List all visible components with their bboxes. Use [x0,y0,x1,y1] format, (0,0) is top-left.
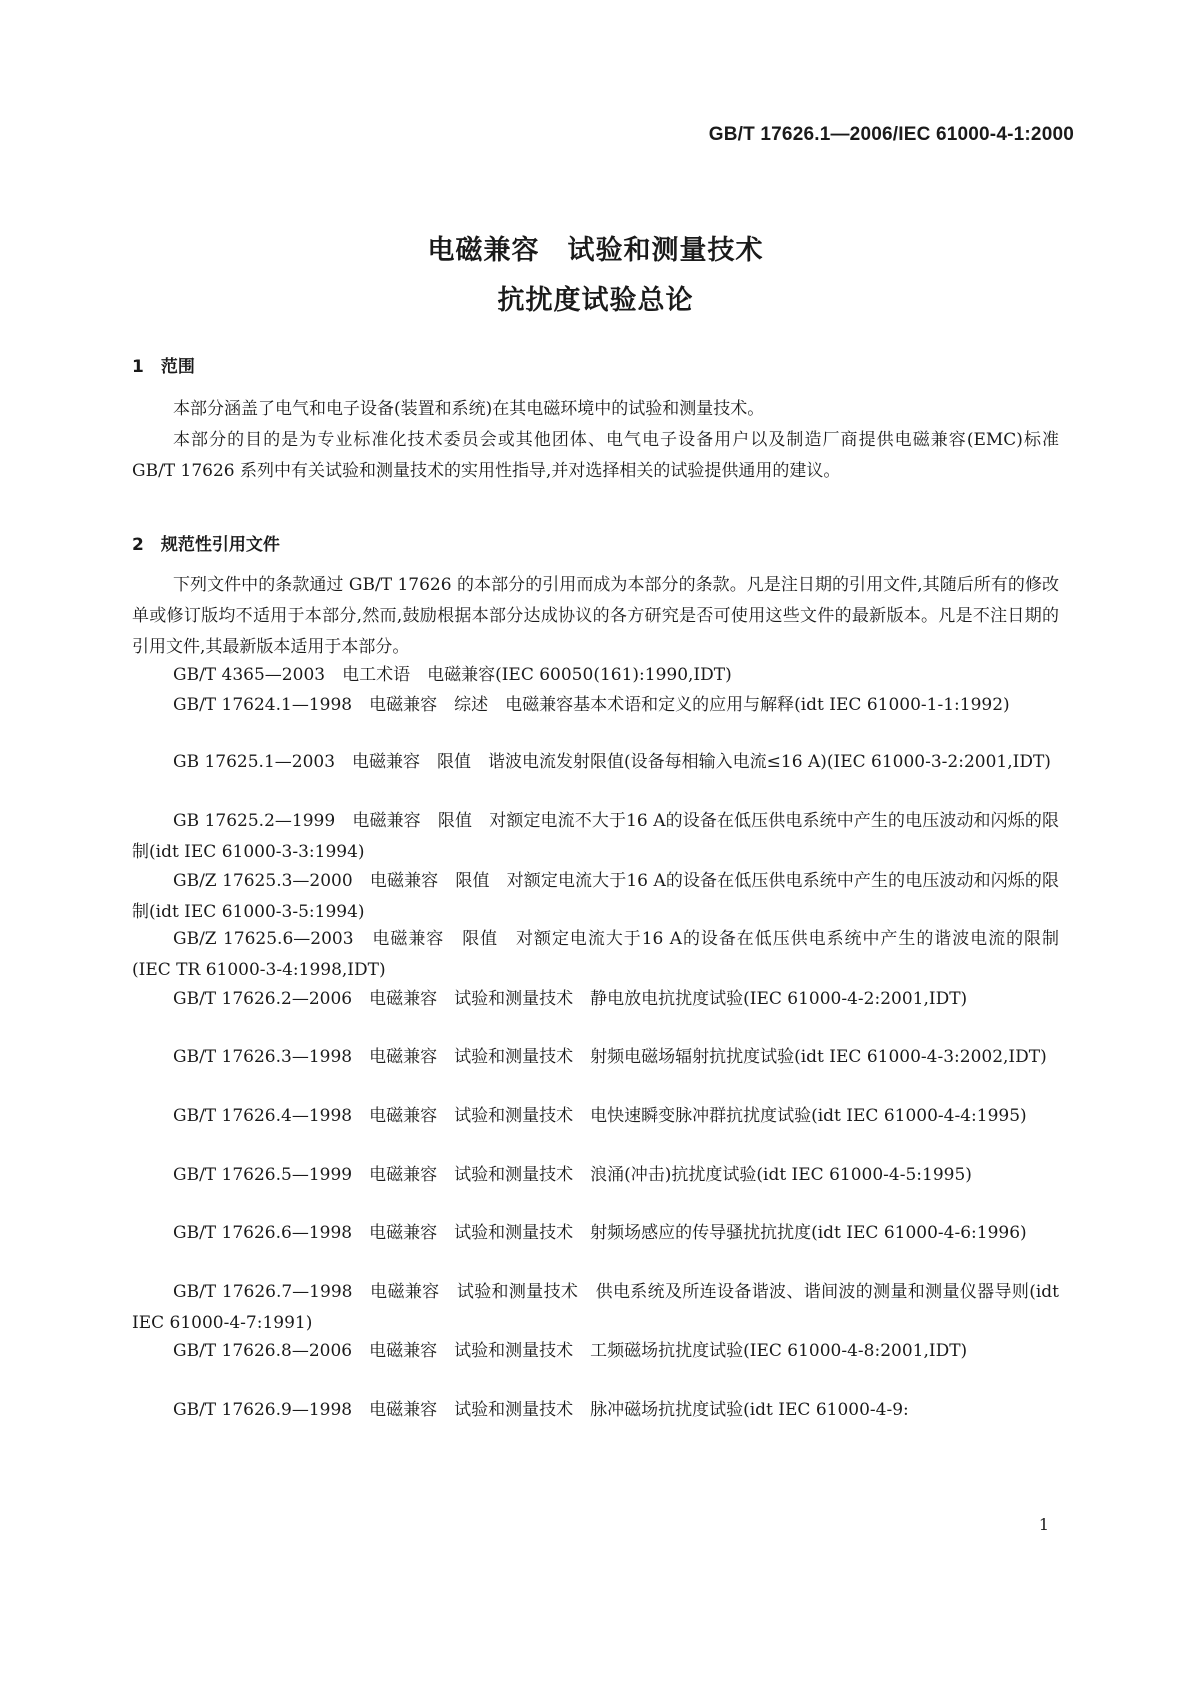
paragraph: 下列文件中的条款通过 GB/T 17626 的本部分的引用而成为本部分的条款。凡是注日期的引用文件,其随后所有的修改单或修订版均不适用于本部分,然而,鼓励根据本部分达成协议的各方研究是否可使用这些文件的最新版本。凡是不注日期的引用文件,其最新版本适用于本部分。 [132,575,1059,657]
reference-entry: GB/T 17624.1—1998 电磁兼容 综述 电磁兼容基本术语和定义的应用与解释(idt IEC 61000-1-1:1992) [173,695,1010,715]
reference-entry: GB/T 17626.8—2006 电磁兼容 试验和测量技术 工频磁场抗扰度试验(IEC 61000-4-8:2001,IDT) [173,1341,968,1361]
section-heading-scope: 1 范围 [132,357,195,377]
reference-entry: GB/Z 17625.6—2003 电磁兼容 限值 对额定电流大于16 A的设备在低压供电系统中产生的谐波电流的限制(IEC TR 61000-3-4:1998,IDT) [132,929,1059,980]
reference-entry: GB 17625.2—1999 电磁兼容 限值 对额定电流不大于16 A的设备在低压供电系统中产生的电压波动和闪烁的限制(idt IEC 61000-3-3:1994) [132,811,1059,862]
document-title-line2: 抗扰度试验总论 [497,285,694,316]
section-heading-normative-references: 2 规范性引用文件 [132,535,280,555]
reference-entry: GB/T 17626.6—1998 电磁兼容 试验和测量技术 射频场感应的传导骚扰抗扰度(idt IEC 61000-4-6:1996) [173,1223,1027,1243]
reference-entry: GB 17625.1—2003 电磁兼容 限值 谐波电流发射限值(设备每相输入电流≤16 A)(IEC 61000-3-2:2001,IDT) [173,752,1051,772]
paragraph: 本部分的目的是为专业标准化技术委员会或其他团体、电气电子设备用户以及制造厂商提供电磁兼容(EMC)标准 GB/T 17626 系列中有关试验和测量技术的实用性指导,并对选择相关的试验提供通用的建议。 [132,430,1065,481]
reference-entry: GB/T 17626.9—1998 电磁兼容 试验和测量技术 脉冲磁场抗扰度试验(idt IEC 61000-4-9: [173,1400,909,1420]
reference-entry: GB/Z 17625.3—2000 电磁兼容 限值 对额定电流大于16 A的设备在低压供电系统中产生的电压波动和闪烁的限制(idt IEC 61000-3-5:1994) [132,871,1059,922]
reference-entry: GB/T 17626.5—1999 电磁兼容 试验和测量技术 浪涌(冲击)抗扰度试验(idt IEC 61000-4-5:1995) [173,1165,972,1185]
page-number: 1 [1038,1515,1049,1534]
reference-entry: GB/T 4365—2003 电工术语 电磁兼容(IEC 60050(161):1990,IDT) [173,665,732,685]
reference-entry: GB/T 17626.2—2006 电磁兼容 试验和测量技术 静电放电抗扰度试验(IEC 61000-4-2:2001,IDT) [173,989,968,1009]
document-title-line1: 电磁兼容 试验和测量技术 [427,235,764,266]
standard-number-header: GB/T 17626.1—2006/IEC 61000-4-1:2000 [708,124,1074,145]
paragraph: 本部分涵盖了电气和电子设备(装置和系统)在其电磁环境中的试验和测量技术。 [173,399,765,419]
reference-entry: GB/T 17626.4—1998 电磁兼容 试验和测量技术 电快速瞬变脉冲群抗扰度试验(idt IEC 61000-4-4:1995) [173,1106,1027,1126]
reference-entry: GB/T 17626.7—1998 电磁兼容 试验和测量技术 供电系统及所连设备谐波、谐间波的测量和测量仪器导则(idt IEC 61000-4-7:1991) [132,1282,1065,1333]
reference-entry: GB/T 17626.3—1998 电磁兼容 试验和测量技术 射频电磁场辐射抗扰度试验(idt IEC 61000-4-3:2002,IDT) [173,1047,1047,1067]
